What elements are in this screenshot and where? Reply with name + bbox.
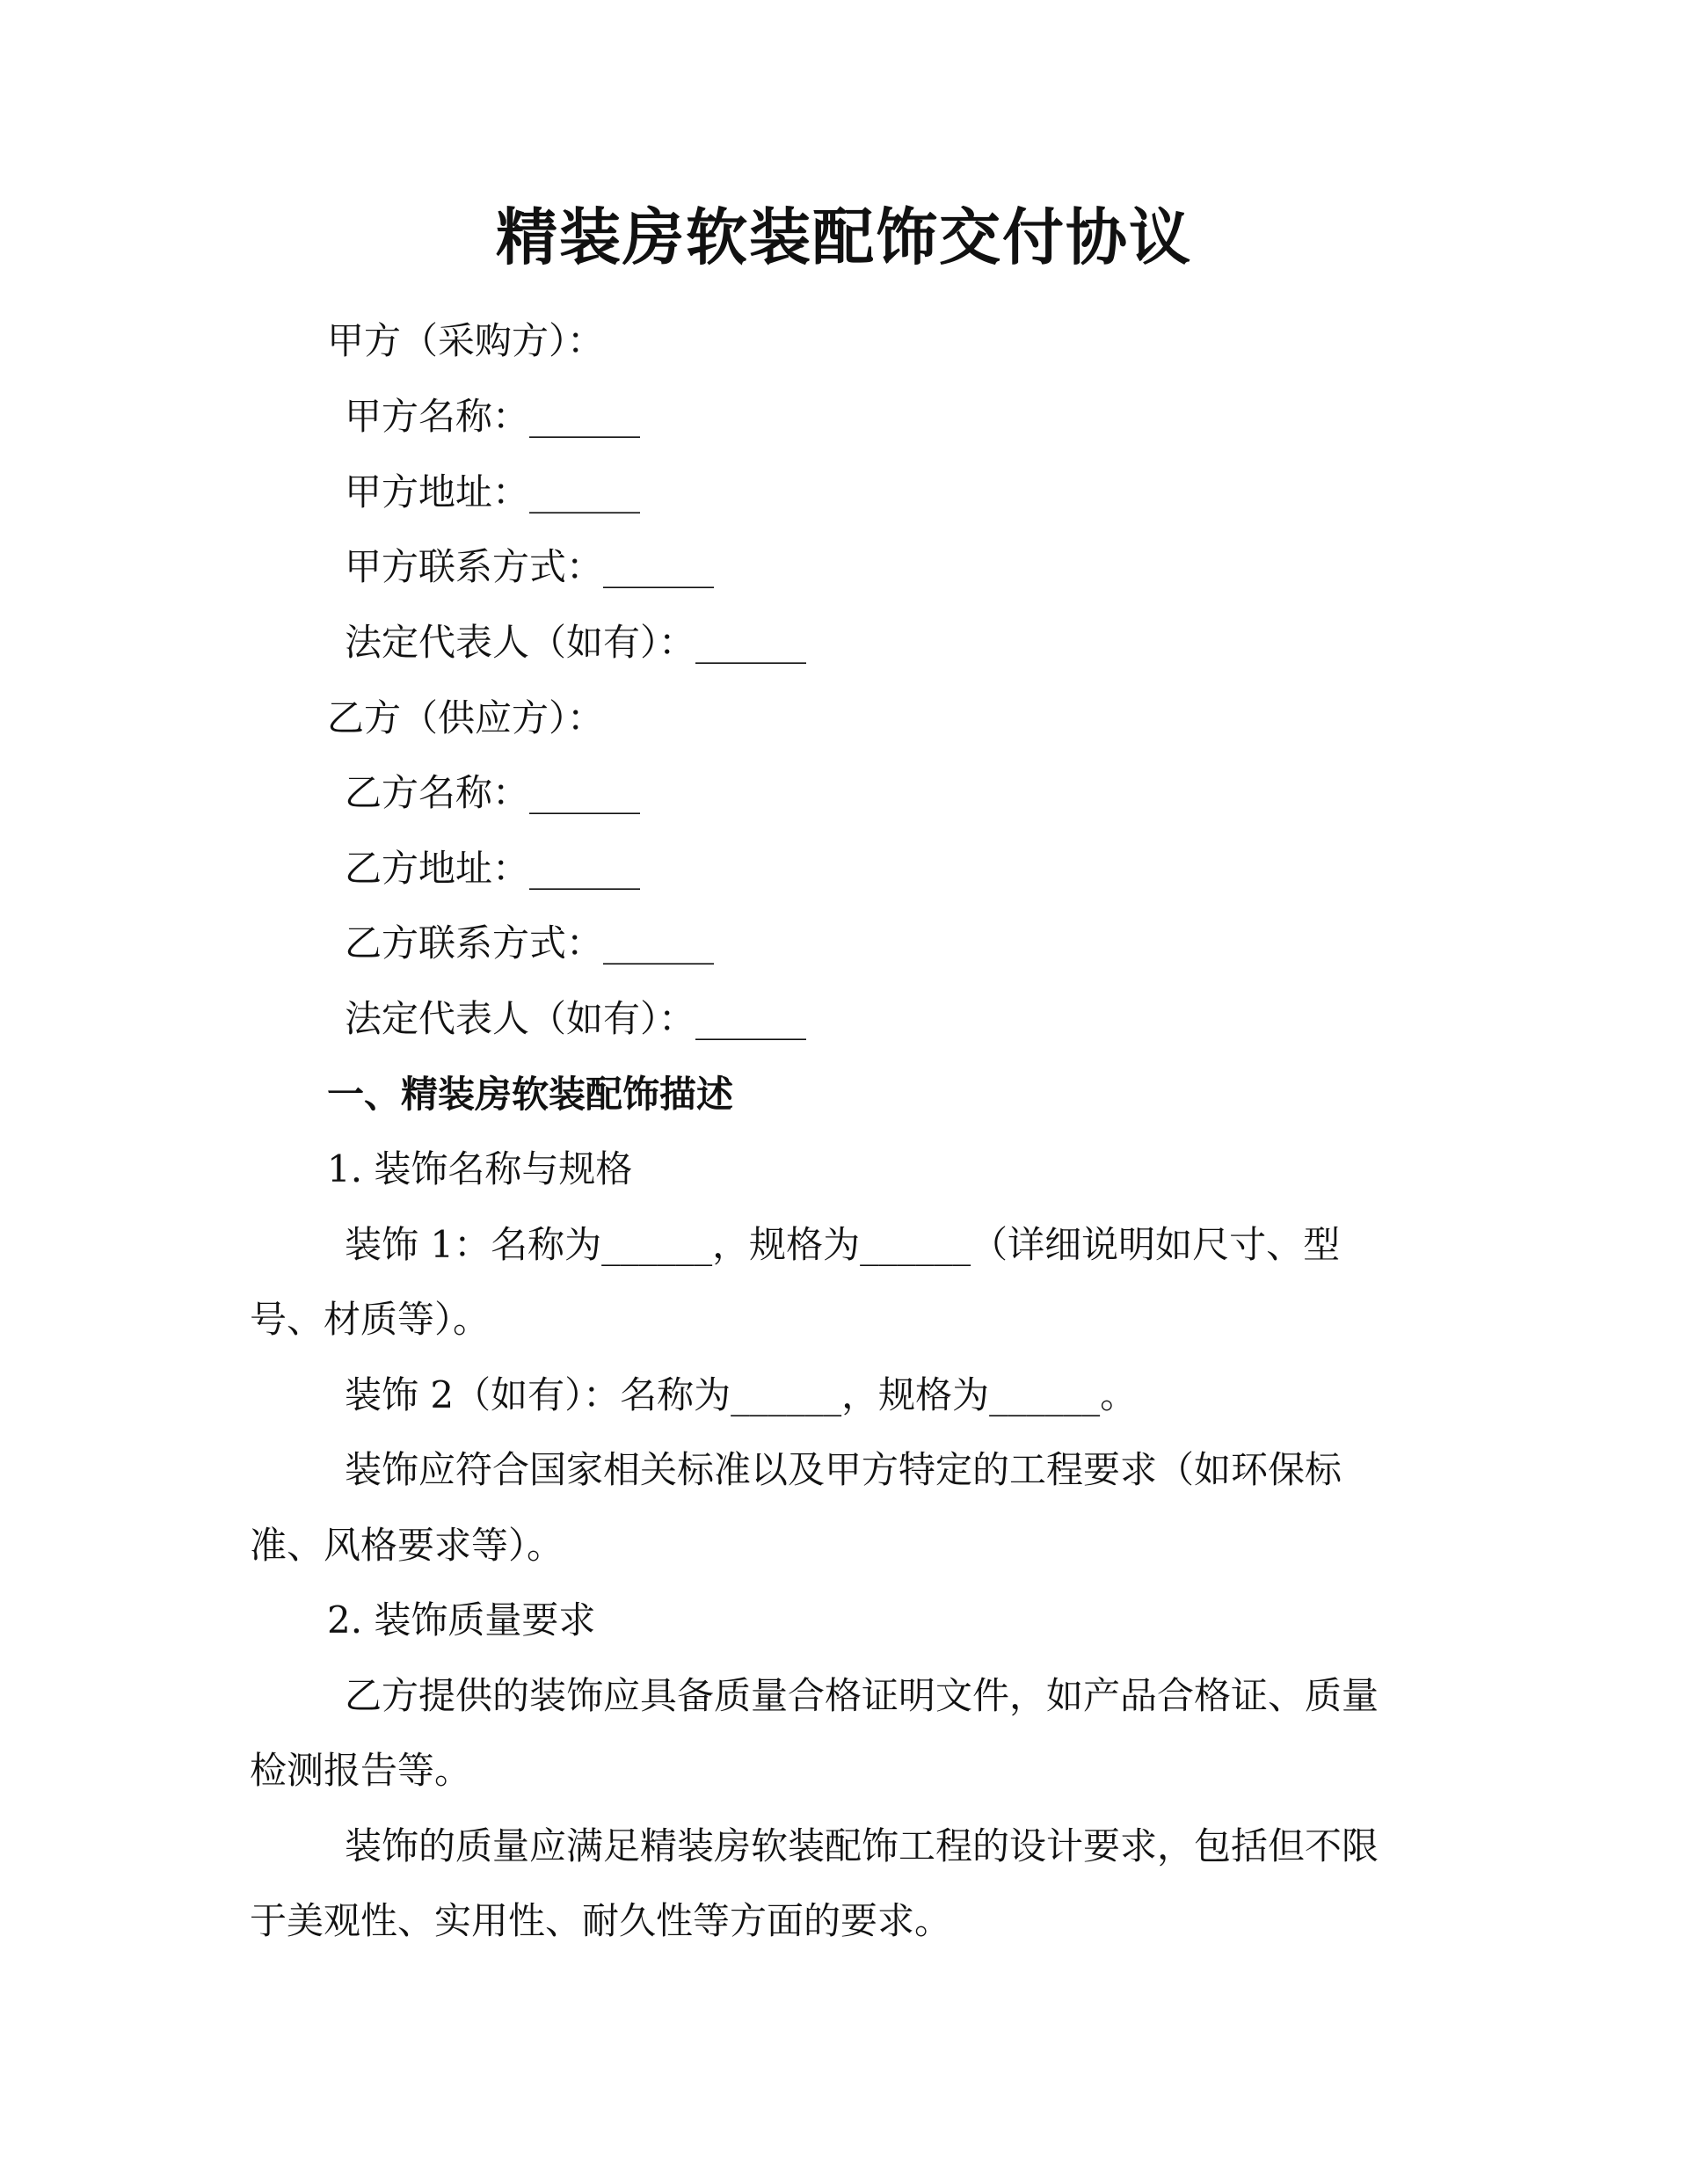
section-1-heading: 一、精装房软装配饰描述 [327,1073,734,1116]
party-b-contact-line: 乙方联系方式：______ [345,921,715,965]
party-a-header: 甲方（采购方）： [327,319,605,362]
party-a-contact-line: 甲方联系方式：______ [345,545,715,588]
quality-paragraph-2-line-2: 于美观性、实用性、耐久性等方面的要求。 [250,1899,952,1942]
party-a-name-line: 甲方名称：______ [345,395,641,438]
party-b-header: 乙方（供应方）： [327,696,605,739]
decoration-1-line-1: 装饰 1：名称为______，规格为______（详细说明如尺寸、型 [345,1223,1341,1266]
quality-paragraph-1-line-1: 乙方提供的装饰应具备质量合格证明文件，如产品合格证、质量 [345,1674,1379,1717]
party-a-address-line: 甲方地址：______ [345,470,641,513]
decoration-2-line: 装饰 2（如有）：名称为______，规格为______。 [345,1373,1138,1416]
standard-line-2: 准、风格要求等）。 [250,1524,564,1567]
item-1-title: 1. 装饰名称与规格 [327,1147,633,1190]
party-b-address-line: 乙方地址：______ [345,847,641,890]
item-2-title: 2. 装饰质量要求 [327,1598,596,1642]
party-b-rep-line: 法定代表人（如有）：______ [345,997,807,1040]
party-b-name-line: 乙方名称：______ [345,771,641,814]
document-title: 精装房软装配饰交付协议 [496,200,1192,273]
party-a-rep-line: 法定代表人（如有）：______ [345,621,807,664]
decoration-1-line-2: 号、材质等）。 [250,1298,491,1341]
quality-paragraph-1-line-2: 检测报告等。 [250,1749,472,1792]
quality-paragraph-2-line-1: 装饰的质量应满足精装房软装配饰工程的设计要求，包括但不限 [345,1824,1379,1867]
standard-line-1: 装饰应符合国家相关标准以及甲方特定的工程要求（如环保标 [345,1448,1342,1491]
